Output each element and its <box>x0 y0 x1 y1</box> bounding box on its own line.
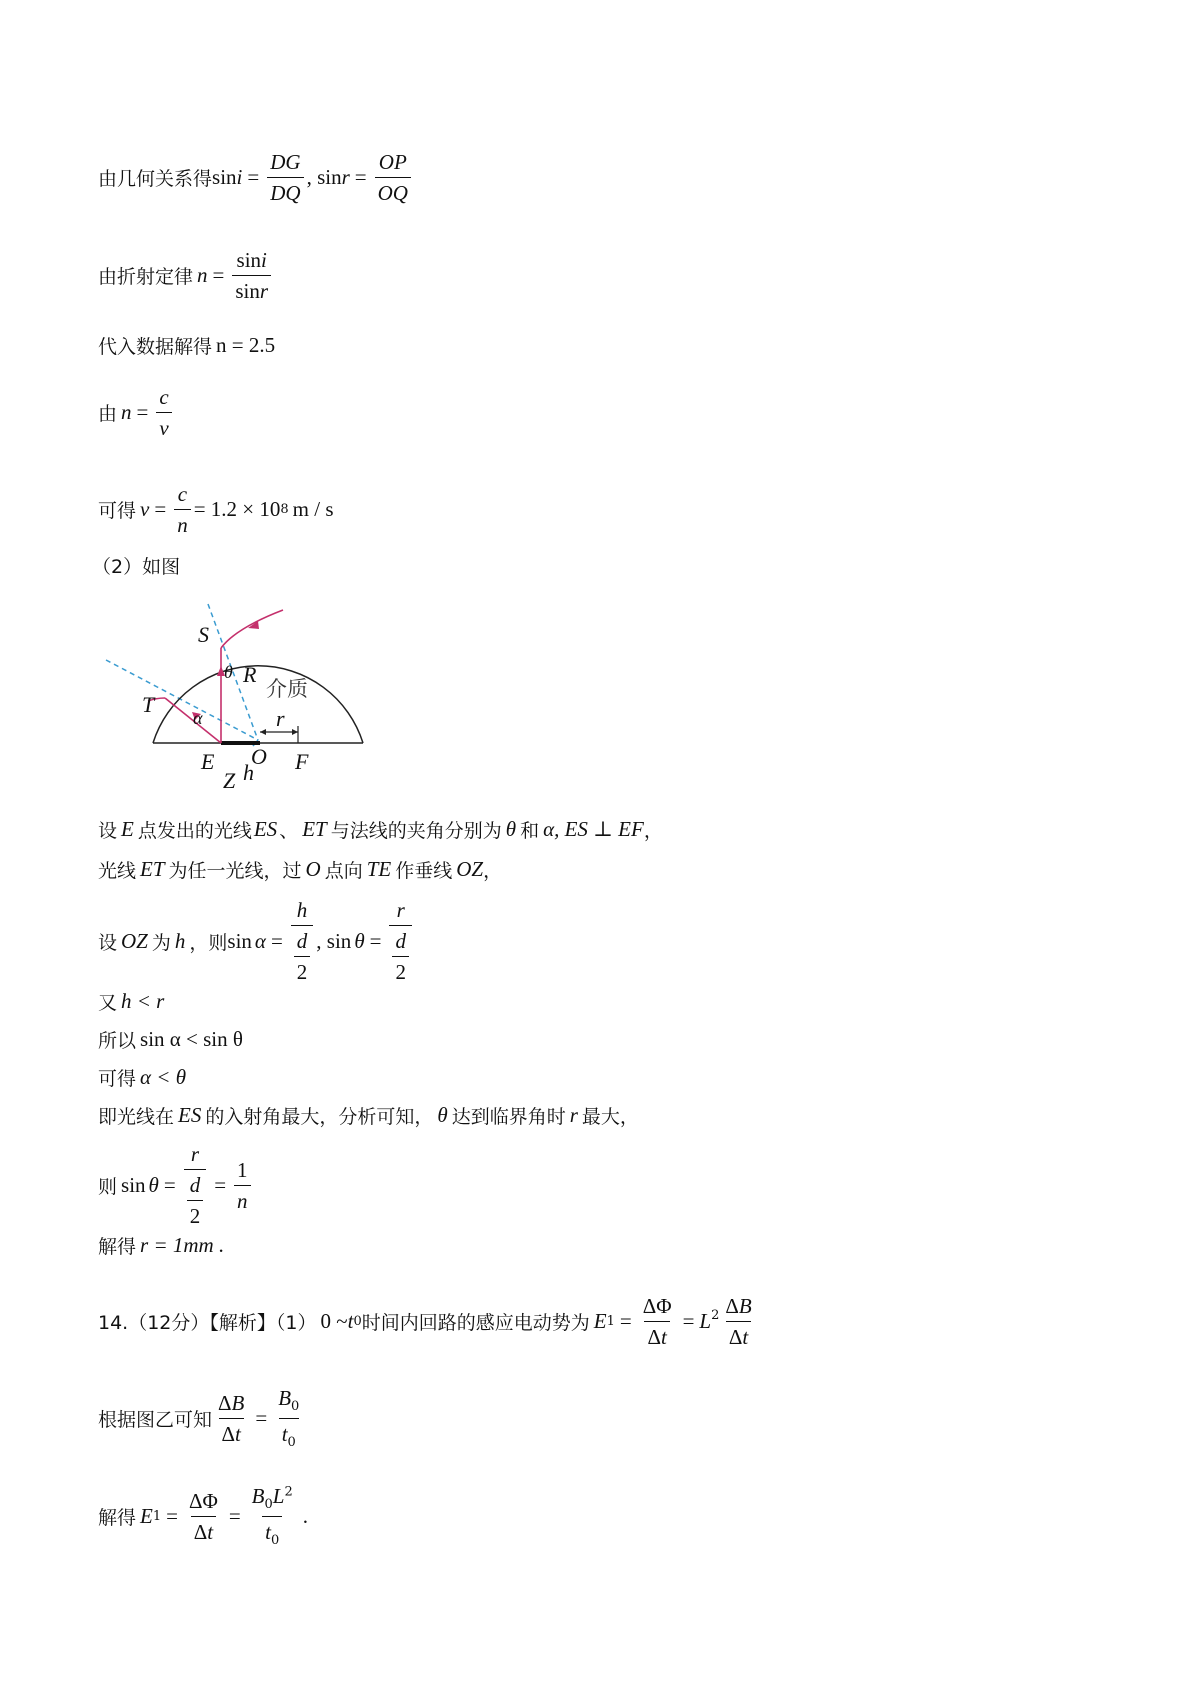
t: 所以 <box>98 1030 137 1052</box>
t: 为 <box>151 931 171 954</box>
eq-db-dt: 根据图乙可知 $\frac{\Delta B}{\Delta t}$ = $\frac{B_0}{t_0}$ <box>98 1386 305 1450</box>
t: 即光线在 <box>98 1106 175 1128</box>
label-alpha: α <box>193 708 203 728</box>
fraction-c-n: $\frac{c}{n}$ <box>174 482 191 537</box>
fraction-1-n: $\frac{1}{n}$ <box>234 1158 251 1213</box>
alpha-es-perp-ef: α, ES ⊥ EF <box>543 817 644 841</box>
t: 设 <box>98 820 118 842</box>
fraction-op-oq: $\frac{OP}{OQ}$ <box>375 150 411 205</box>
t: 又 <box>98 992 118 1014</box>
t: 和 <box>520 820 540 842</box>
t: 可得 <box>98 1068 137 1090</box>
t: 时间内回路的感应电动势为 <box>361 1312 590 1335</box>
label-medium: 介质 <box>266 677 308 701</box>
speed-exponent: 8 <box>280 502 289 518</box>
t: 设 <box>98 931 118 954</box>
part-2-heading <box>92 552 180 579</box>
eq-n-value <box>98 332 275 359</box>
r-arrow-left <box>260 729 266 735</box>
label-r: r <box>276 706 285 731</box>
text-prefix: 由折射定律 <box>98 266 194 289</box>
t: 的入射角最大，分析可知， <box>205 1106 434 1128</box>
t: 解得 <box>98 1506 137 1529</box>
text-prefix: 代入数据解得 <box>98 336 213 358</box>
ray-s-out <box>221 610 283 648</box>
r-arrow-right <box>292 729 298 735</box>
speed-value: = 1.2 × 10 <box>193 497 281 522</box>
eq-sin-alpha-theta: 设 OZ 为 h ，则 sin α = $\frac{h}{\frac{d}{2}}$ , sin θ = $\frac{r}{\frac{d}{2}}$ <box>98 898 415 984</box>
t: 点向 <box>324 860 363 882</box>
ineq-sin: sin α < sin θ <box>140 1027 243 1051</box>
fraction-db-dt-b: $\frac{\Delta B}{\Delta t}$ <box>218 1390 245 1446</box>
eq-speed: 可得 v = $\frac{c}{n}$ = 1.2 × 10 8 m / s <box>98 482 334 538</box>
fraction-dphi-dt: $\frac{\Delta\Phi}{\Delta t}$ <box>642 1294 672 1350</box>
eq-snell: 由折射定律 n = $\frac{\sin i}{\sin r}$ <box>98 248 274 303</box>
fraction-sini-sinr: $\frac{\sin i}{\sin r}$ <box>232 248 271 303</box>
text-prefix: 由几何关系得 <box>98 168 213 191</box>
fraction-b0l2-t0: $\frac{B_0L^2}{t_0}$ <box>251 1484 293 1548</box>
fraction-r-d-over-2: $\frac{r}{\frac{d}{2}}$ <box>389 898 412 984</box>
fraction-b0-t0: $\frac{B_0}{t_0}$ <box>278 1386 300 1450</box>
text-critical-angle: 即光线在 ES 的入射角最大，分析可知， θ 达到临界角时 r 最大， <box>98 1103 639 1128</box>
eq-geometry: 由几何关系得 sin i = $\frac{DG}{DQ}$ , sin r = $\frac{OP}{OQ}$ <box>98 150 414 205</box>
t: 为任一光线，过 <box>168 860 302 882</box>
t: 光线 <box>98 860 137 882</box>
t: 解得 <box>98 1236 137 1258</box>
label-theta: θ <box>224 662 233 682</box>
eq-n-cv: 由 n = $\frac{c}{v}$ <box>98 385 175 440</box>
label-t: T <box>142 692 155 717</box>
fraction-c-v: $\frac{c}{v}$ <box>156 385 171 440</box>
t: 最大， <box>581 1106 639 1128</box>
text-prefix: 可得 <box>98 500 137 523</box>
n-value: n = 2.5 <box>216 333 276 357</box>
fraction-dphi-dt-b: $\frac{\Delta\Phi}{\Delta t}$ <box>188 1488 218 1544</box>
t: 作垂线 <box>395 860 453 882</box>
ineq-alpha-theta: α < θ <box>140 1065 187 1089</box>
t: ， <box>643 820 663 842</box>
problem-14-heading: 14.（12分）【解析】（1） <box>98 1312 317 1335</box>
fraction-h-d-over-2: $\frac{h}{\frac{d}{2}}$ <box>291 898 314 984</box>
t: 则 <box>98 1175 118 1198</box>
label-s: S <box>198 622 209 647</box>
t: 根据图乙可知 <box>98 1408 213 1431</box>
label-z: Z <box>223 768 236 793</box>
t: ， <box>483 860 503 882</box>
semicircle-arc <box>153 666 363 743</box>
refraction-diagram <box>98 596 378 796</box>
text-perpendicular: 光线 ET 为任一光线，过 O 点向 TE 作垂线 OZ ， <box>98 857 503 882</box>
eq-r-result <box>98 1232 224 1259</box>
eq-emf: 14.（12分）【解析】（1） 0 ~ t 0 时间内回路的感应电动势为 E 1 = $\frac{\Delta\Phi}{\Delta t}$ = L $^2$ $\frac{\Delta B}{\Delta t}$ <box>98 1294 758 1349</box>
ineq-h-r: h < r <box>121 989 165 1013</box>
t: 与法线的夹角分别为 <box>330 820 502 842</box>
dashed-normal-t <box>106 660 258 740</box>
t: 达到临界角时 <box>451 1106 566 1128</box>
text-alpha-ineq <box>98 1064 186 1091</box>
eq-critical: 则 sin θ = $\frac{r}{\frac{d}{2}}$ = $\frac{1}{n}$ <box>98 1142 254 1228</box>
eq-emf-result: 解得 E 1 = $\frac{\Delta\Phi}{\Delta t}$ = $\frac{B_0L^2}{t_0}$ . <box>98 1484 308 1548</box>
period: . <box>302 1503 308 1528</box>
fraction-r-d-over-2-b: $\frac{r}{\frac{d}{2}}$ <box>184 1142 207 1228</box>
text-angles: 设 E 点发出的光线 ES 、 ET 与法线的夹角分别为 θ 和 α, ES ⊥ EF ， <box>98 817 663 842</box>
text-heading: （2）如图 <box>92 556 181 578</box>
r-result: r = 1mm . <box>140 1233 225 1257</box>
label-R: R <box>243 662 257 687</box>
t: ，则 <box>189 931 228 954</box>
t: 点发出的光线 <box>137 820 252 842</box>
text-sin-ineq <box>98 1026 243 1053</box>
label-e: E <box>201 749 215 774</box>
fraction-dg-dq: $\frac{DG}{DQ}$ <box>267 150 303 205</box>
speed-unit: m / s <box>292 497 334 522</box>
text-prefix: 由 <box>98 403 118 426</box>
fraction-db-dt: $\frac{\Delta B}{\Delta t}$ <box>725 1294 752 1350</box>
text-h-less-r <box>98 988 164 1015</box>
label-h: h <box>243 760 254 785</box>
label-f: F <box>295 749 309 774</box>
label-o: O <box>251 744 267 769</box>
t: 、 <box>279 820 299 842</box>
